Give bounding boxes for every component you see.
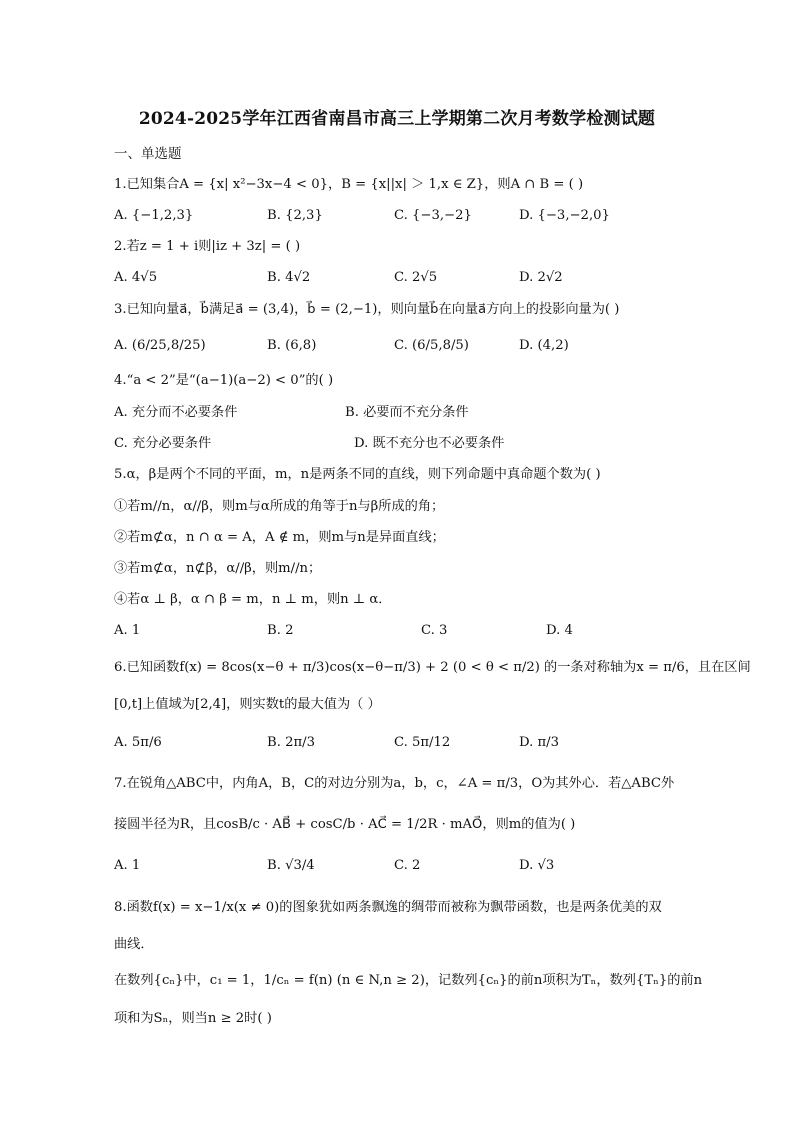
- question-6-option-c: C. 5π/12: [394, 735, 451, 750]
- question-1-option-d: D. {−3,−2,0}: [519, 208, 610, 223]
- question-5-statement-1: ①若m//n，α//β，则m与α所成的角等于n与β所成的角；: [114, 499, 445, 514]
- question-8-stem-line-2: 曲线．: [114, 937, 154, 952]
- question-4-option-d: D. 既不充分也不必要条件: [354, 436, 505, 451]
- question-1-option-a: A. {−1,2,3}: [114, 208, 194, 223]
- question-1-stem: 1.已知集合A = {x| x²−3x−4 < 0}，B = {x||x| ＞ 1,x ∈ Z}，则A ∩ B = ( ): [114, 177, 584, 192]
- question-8-stem-line-1: 8.函数f(x) = x−1/x(x ≠ 0)的图象犹如两条飘逸的绸带而被称为飘带函数，也是两条优美的双: [114, 900, 662, 915]
- question-6-option-b: B. 2π/3: [267, 735, 315, 750]
- question-3-option-a: A. (6/25,8/25): [114, 338, 206, 353]
- question-3-option-d: D. (4,2): [519, 338, 569, 353]
- section-heading: 一、单选题: [114, 146, 182, 162]
- exam-title: 2024-2025学年江西省南昌市高三上学期第二次月考数学检测试题: [138, 109, 656, 129]
- question-5-option-c: C. 3: [421, 623, 448, 638]
- question-6-option-a: A. 5π/6: [114, 735, 162, 750]
- question-1-option-c: C. {−3,−2}: [394, 208, 472, 223]
- question-6-option-d: D. π/3: [519, 735, 559, 750]
- question-6-stem-line-2: [0,t]上值域为[2,4]，则实数t的最大值为（ ）: [114, 697, 381, 712]
- question-5-option-d: D. 4: [546, 623, 573, 638]
- question-8-stem-line-4: 项和为Sₙ，则当n ≥ 2时( ): [114, 1011, 272, 1026]
- question-2-option-b: B. 4√2: [267, 270, 311, 285]
- question-7-option-d: D. √3: [519, 858, 555, 873]
- question-3-option-b: B. (6,8): [267, 338, 317, 353]
- question-7-option-a: A. 1: [114, 858, 141, 873]
- question-5-statement-3: ③若m⊄α，n⊄β，α//β，则m//n；: [114, 561, 322, 576]
- question-2-option-d: D. 2√2: [519, 270, 563, 285]
- question-8-stem-line-3: 在数列{cₙ}中，c₁ = 1，1/cₙ = f(n) (n ∈ N,n ≥ 2)，记数列{cₙ}的前n项积为Tₙ，数列{Tₙ}的前n: [114, 973, 703, 988]
- question-5-statement-4: ④若α ⊥ β，α ∩ β = m，n ⊥ m，则n ⊥ α．: [114, 592, 392, 607]
- question-1-option-b: B. {2,3}: [267, 208, 323, 223]
- question-6-stem-line-1: 6.已知函数f(x) = 8cos(x−θ + π/3)cos(x−θ−π/3) + 2 (0 < θ < π/2) 的一条对称轴为x = π/6，且在区间: [114, 660, 751, 675]
- question-3-option-c: C. (6/5,8/5): [394, 338, 469, 353]
- question-2-option-a: A. 4√5: [114, 270, 158, 285]
- question-3-stem: 3.已知向量a⃗，b⃗满足a⃗ = (3,4)，b⃗ = (2,−1)，则向量b⃗在向量a⃗方向上的投影向量为( ): [114, 302, 620, 317]
- question-7-stem-line-1: 7.在锐角△ABC中，内角A，B，C的对边分别为a，b，c，∠A = π/3，O为其外心．若△ABC外: [114, 776, 675, 791]
- question-7-stem-line-2: 接圆半径为R，且cosB/c · AB⃗ + cosC/b · AC⃗ = 1/2R · mAO⃗，则m的值为( ): [114, 817, 576, 832]
- question-2-option-c: C. 2√5: [394, 270, 438, 285]
- question-4-option-c: C. 充分必要条件: [114, 436, 212, 451]
- question-5-stem: 5.α，β是两个不同的平面，m，n是两条不同的直线，则下列命题中真命题个数为( ): [114, 467, 601, 482]
- question-7-option-b: B. √3/4: [267, 858, 315, 873]
- question-2-stem: 2.若z = 1 + i则|iz + 3z| = ( ): [114, 239, 301, 254]
- question-5-statement-2: ②若m⊄α，n ∩ α = A，A ∉ m，则m与n是异面直线；: [114, 530, 445, 545]
- question-7-option-c: C. 2: [394, 858, 421, 873]
- question-5-option-a: A. 1: [114, 623, 141, 638]
- question-5-option-b: B. 2: [267, 623, 294, 638]
- question-4-option-b: B. 必要而不充分条件: [345, 405, 469, 420]
- question-4-option-a: A. 充分而不必要条件: [114, 405, 238, 420]
- question-4-stem: 4.“a < 2”是“(a−1)(a−2) < 0”的( ): [114, 373, 334, 388]
